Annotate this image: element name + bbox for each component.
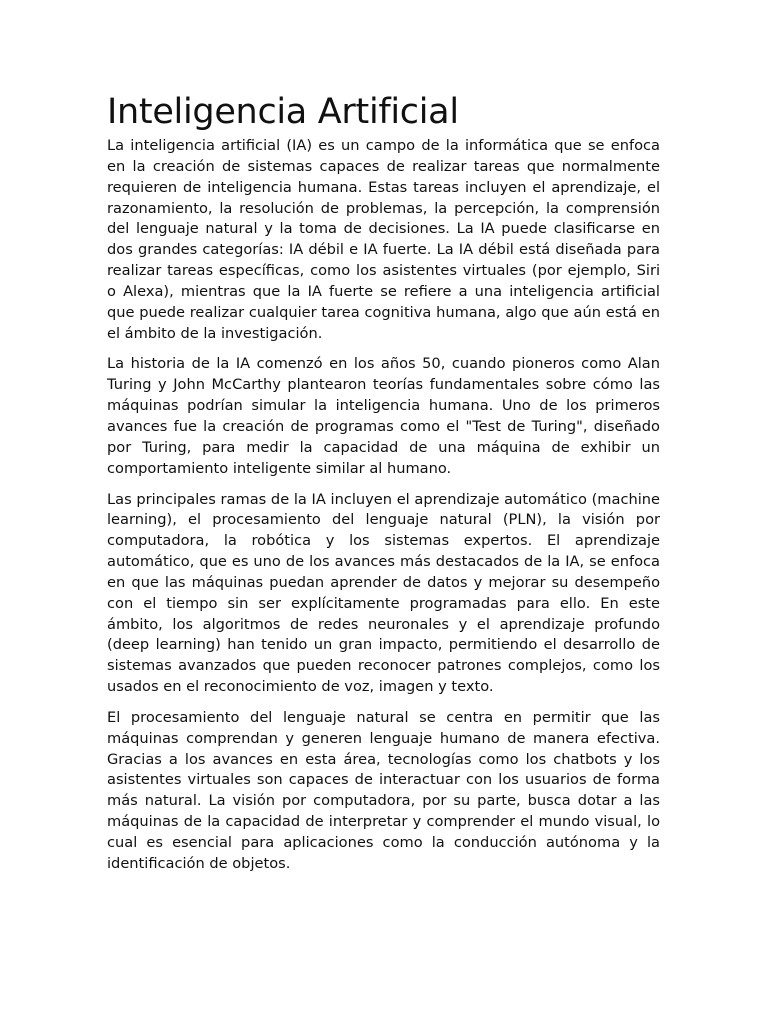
paragraph-nlp-vision: El procesamiento del lenguaje natural se centra en permitir que las máquinas comprendan y generen lenguaje humano de manera efectiva. Gracias a los avances en esta área, tecnologías como los chatbots y los asistentes virtuales son capaces de interactuar con los usuarios de forma más natural. La visión por computadora, por su parte, busca dotar a las máquinas de la capacidad de interpretar y comprender el mundo visual, lo cual es esencial para aplicaciones como la conducción autónoma y la identificación de objetos. — [107, 708, 660, 872]
paragraph-introduction: La inteligencia artificial (IA) es un campo de la informática que se enfoca en la creación de sistemas capaces de realizar tareas que normalmente requieren de inteligencia humana. Estas tareas incluyen el aprendizaje, el razonamiento, la resolución de problemas, la percepción, la comprensión del lenguaje natural y la toma de decisiones. La IA puede clasificarse en dos grandes categorías: IA débil e IA fuerte. La IA débil está diseñada para realizar tareas específicas, como los asistentes virtuales (por ejemplo, Siri o Alexa), mientras que la IA fuerte se refiere a una inteligencia artificial que puede realizar cualquier tarea cognitiva humana, algo que aún está en el ámbito de la investigación. — [107, 137, 660, 342]
paragraph-branches: Las principales ramas de la IA incluyen el aprendizaje automático (machine learning), el procesamiento del lenguaje natural (PLN), la visión por computadora, la robótica y los sistemas expertos. El aprendizaje automático, que es uno de los avances más destacados de la IA, se enfoca en que las máquinas puedan aprender de datos y mejorar su desempeño con el tiempo sin ser explícitamente programadas para ello. En este ámbito, los algoritmos de redes neuronales y el aprendizaje profundo (deep learning) han tenido un gran impacto, permitiendo el desarrollo de sistemas avanzados que pueden reconocer patrones complejos, como los usados en el reconocimiento de voz, imagen y texto. — [107, 490, 660, 696]
paragraph-history: La historia de la IA comenzó en los años 50, cuando pioneros como Alan Turing y John McCarthy plantearon teorías fundamentales sobre cómo las máquinas podrían simular la inteligencia humana. Uno de los primeros avances fue la creación de programas como el "Test de Turing", diseñado por Turing, para medir la capacidad de una máquina de exhibir un comportamiento inteligente similar al humano. — [107, 355, 660, 477]
document-page — [107, 92, 660, 885]
document-title: Inteligencia Artificial — [107, 92, 459, 132]
